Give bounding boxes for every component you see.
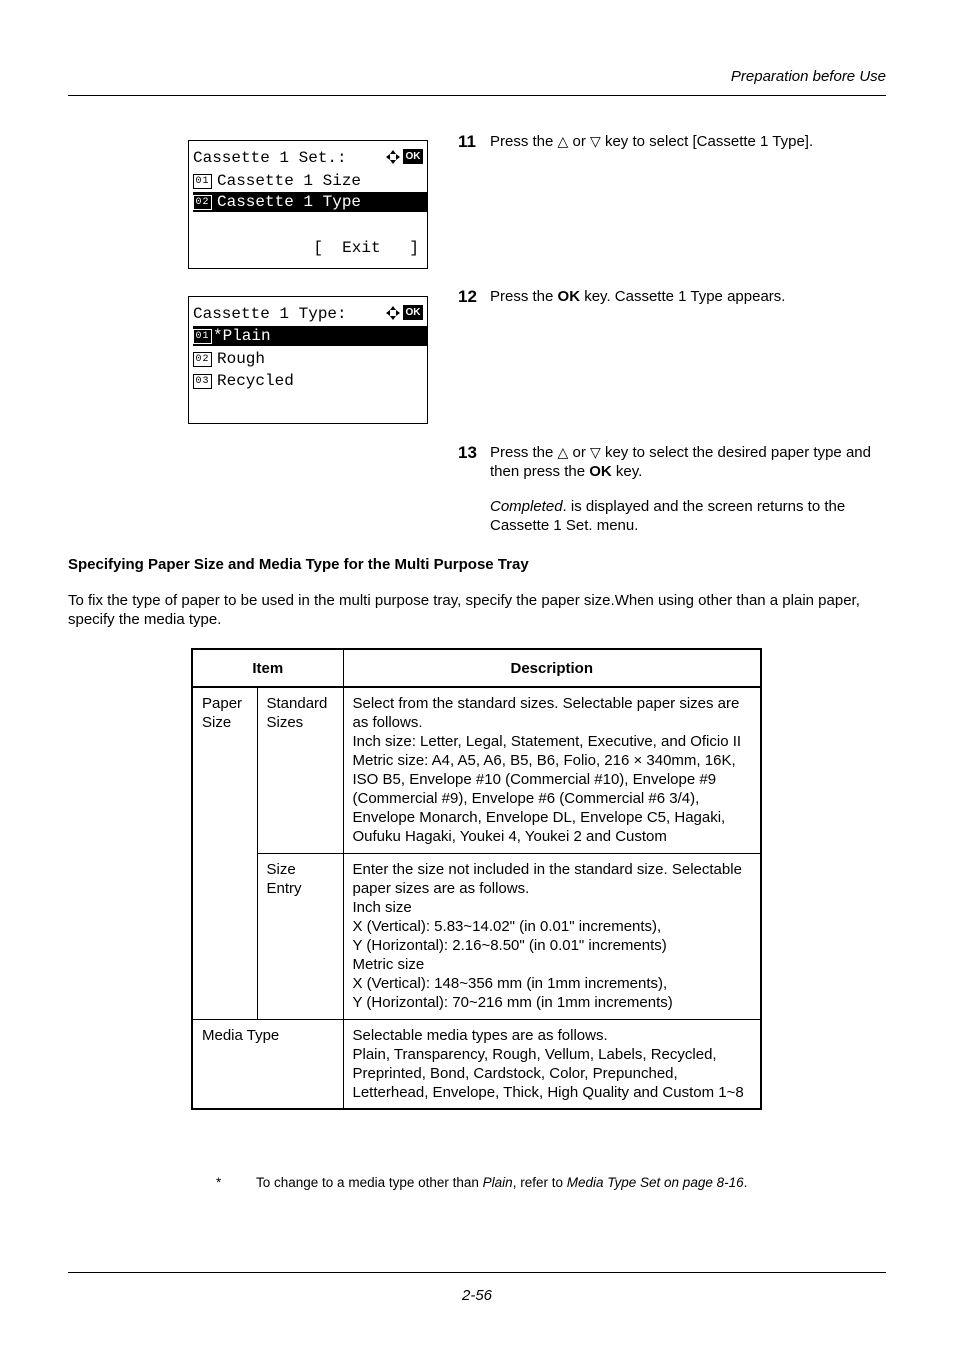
page-number: 2-56 [461, 1287, 493, 1304]
size-entry-cell: Size Entry [257, 854, 343, 1020]
text: Press the [490, 444, 554, 461]
lcd-screen-cassette-type [188, 296, 428, 424]
row-number-icon: 01 [193, 174, 212, 189]
row-number-icon: 02 [193, 195, 212, 210]
step-instruction [490, 287, 882, 306]
header-rule [68, 95, 886, 96]
table-header-row [192, 649, 761, 687]
step-instruction [490, 132, 882, 151]
row-label: Cassette 1 Size [217, 172, 362, 190]
lcd-menu-row-selected [193, 192, 427, 212]
lcd-menu-row [193, 171, 427, 191]
lcd-menu-row [193, 349, 427, 369]
text: Plain [482, 1175, 513, 1190]
table-row [192, 687, 761, 854]
running-header: Preparation before Use [730, 68, 886, 85]
desc-line: Plain, Transparency, Rough, Vellum, Labels, Recycled, Preprinted, Bond, Cardstock, Color, Prepunched, Letterhead, Envelope, Thick, High Quality and Custom 1~8 [352, 1046, 744, 1101]
completed-message: Completed [490, 498, 563, 515]
desc-line: Metric size: A4, A5, A6, B5, B6, Folio, 216 × 340mm, 16K, ISO B5, Envelope #10 (Commercial #10), Envelope #9 (Commercial #9), Envelope #6 (Commercial #6 3/4), Envelope Monarch, Envelope DL, Envelope C5, Hagaki, Oufuku Hagaki, Youkei 4, Youkei 2 and Custom [352, 752, 736, 845]
column-header-item: Item [192, 649, 343, 687]
desc-line: Inch size [352, 899, 412, 916]
text: Press the [490, 288, 554, 305]
cross-reference: Media Type Set on page 8-16 [566, 1175, 744, 1190]
step-instruction [490, 443, 882, 481]
row-number-icon: 02 [193, 352, 212, 367]
row-number-icon: 01 [193, 329, 212, 344]
navigation-cross-icon [385, 149, 401, 165]
media-type-description [343, 1020, 761, 1110]
text: key to select [Cassette 1 Type]. [604, 133, 814, 150]
lcd-title: Cassette 1 Type: [193, 305, 347, 323]
text: Press the [490, 133, 554, 150]
footnote-text [256, 1174, 756, 1192]
footer-rule [68, 1272, 886, 1273]
down-triangle-icon: ▽ [590, 444, 601, 460]
ok-key-label: OK [589, 463, 612, 480]
text: . [743, 1175, 748, 1190]
row-label: Rough [217, 350, 266, 368]
desc-line: Inch size: Letter, Legal, Statement, Executive, and Oficio II [352, 733, 742, 750]
text: To change to a media type other than [256, 1175, 479, 1190]
down-triangle-icon: ▽ [590, 133, 601, 149]
text: key. [615, 463, 643, 480]
footnote-marker: * [216, 1175, 222, 1190]
ok-badge-icon: OK [403, 149, 423, 164]
lcd-menu-row-selected [193, 326, 427, 346]
desc-line: X (Vertical): 148~356 mm (in 1mm increments), [352, 975, 668, 992]
up-triangle-icon: △ [557, 444, 569, 460]
step-number: 13 [458, 443, 477, 462]
desc-line: Y (Horizontal): 2.16~8.50" (in 0.01" increments) [352, 937, 667, 954]
row-number-icon: 03 [193, 374, 212, 389]
lcd-screen-cassette-set [188, 140, 428, 269]
text: . is displayed and the screen returns to the Cassette 1 Set. menu. [490, 498, 846, 534]
standard-sizes-cell: Standard Sizes [257, 687, 343, 854]
footnote [216, 1174, 776, 1214]
ok-badge-icon: OK [403, 305, 423, 320]
step-number: 12 [458, 287, 477, 306]
text: or [572, 133, 586, 150]
lcd-menu-row [193, 371, 427, 391]
section-intro: To fix the type of paper to be used in the multi purpose tray, specify the paper size.When using other than a plain paper, specify the media type. [68, 592, 860, 628]
section-heading: Specifying Paper Size and Media Type for the Multi Purpose Tray [68, 556, 529, 573]
navigation-cross-icon [385, 305, 401, 321]
desc-line: Selectable media types are as follows. [352, 1027, 608, 1044]
step-number: 11 [458, 132, 476, 151]
text: key to select the desired paper type and then press the [490, 444, 871, 480]
row-label: Recycled [217, 372, 294, 390]
step-note [490, 497, 882, 535]
text: , refer to [512, 1175, 563, 1190]
desc-line: Select from the standard sizes. Selectable paper sizes are as follows. [352, 695, 740, 731]
column-header-description: Description [343, 649, 761, 687]
row-label: Cassette 1 Type [217, 193, 362, 211]
text: or [572, 444, 586, 461]
ok-key-label: OK [557, 288, 581, 305]
desc-line: Metric size [352, 956, 425, 973]
lcd-softkey-exit: [ Exit ] [313, 239, 419, 257]
desc-line: X (Vertical): 5.83~14.02" (in 0.01" increments), [352, 918, 662, 935]
media-type-cell: Media Type [192, 1020, 343, 1110]
desc-line: Y (Horizontal): 70~216 mm (in 1mm increments) [352, 994, 673, 1011]
desc-line: Enter the size not included in the standard size. Selectable paper sizes are as follows. [352, 861, 742, 897]
up-triangle-icon: △ [557, 133, 569, 149]
table-row [192, 1020, 761, 1110]
table-row [192, 854, 761, 1020]
standard-sizes-description [343, 687, 761, 854]
row-label: *Plain [213, 327, 271, 345]
paper-size-cell: Paper Size [192, 687, 257, 1020]
spec-table [191, 648, 762, 1110]
size-entry-description [343, 854, 761, 1020]
lcd-title: Cassette 1 Set.: [193, 149, 347, 167]
text: key. Cassette 1 Type appears. [584, 288, 786, 305]
